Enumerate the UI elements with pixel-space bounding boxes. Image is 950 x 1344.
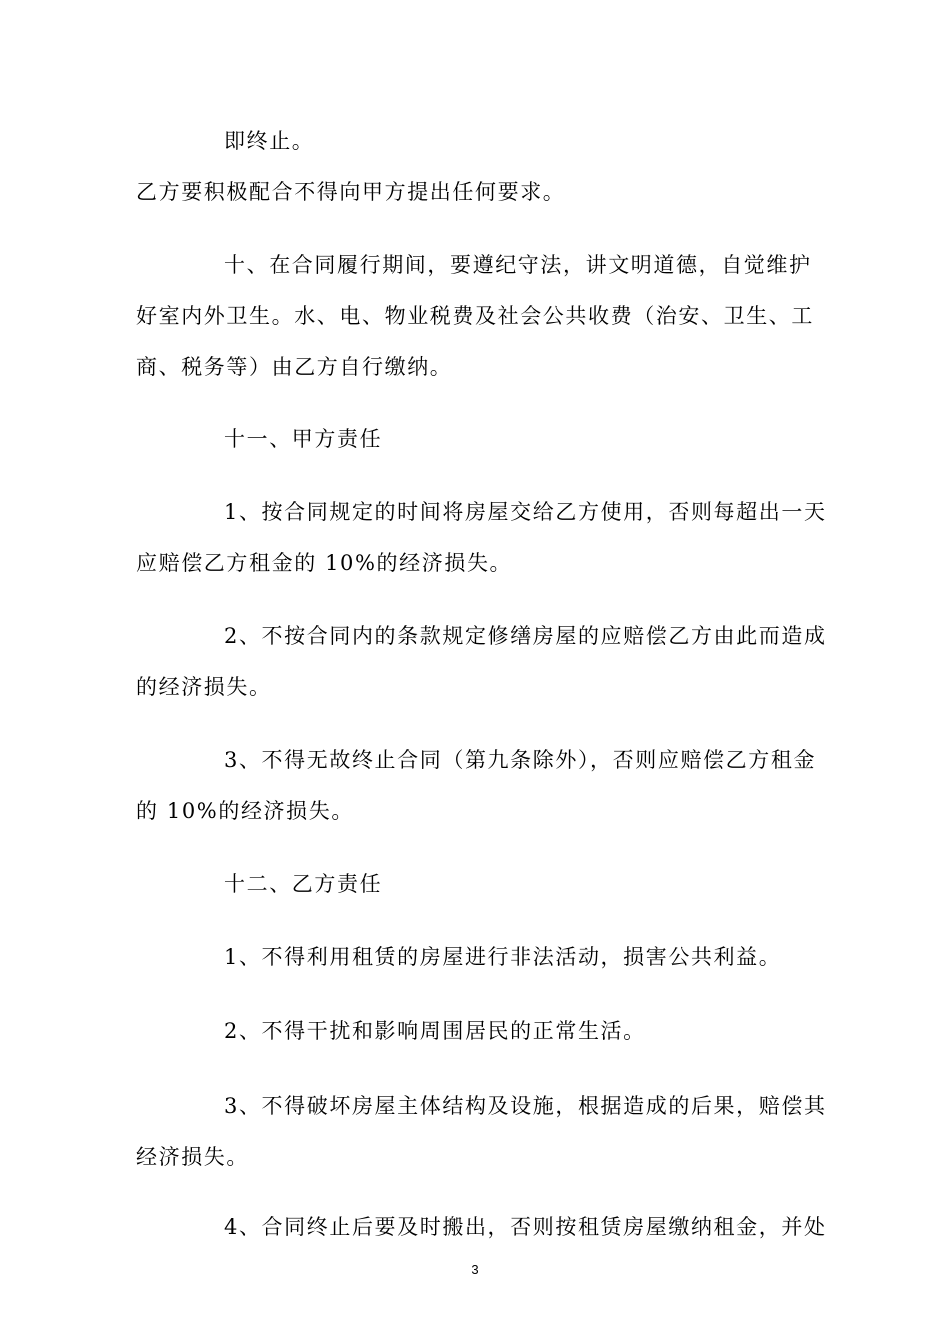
section-heading: 十一、甲方责任 (224, 427, 383, 451)
page-number: 3 (471, 1262, 479, 1277)
list-item-line: 2、不得干扰和影响周围居民的正常生活。 (224, 1019, 646, 1043)
list-item-line: 1、不得利用租赁的房屋进行非法活动，损害公共利益。 (224, 945, 782, 969)
text-line: 乙方要积极配合不得向甲方提出任何要求。 (136, 180, 566, 204)
text-line: 即终止。 (224, 129, 315, 153)
list-item-line: 1、按合同规定的时间将房屋交给乙方使用，否则每超出一天 (224, 500, 827, 524)
list-item-line: 3、不得破坏房屋主体结构及设施，根据造成的后果，赔偿其 (224, 1094, 827, 1118)
list-item-line: 经济损失。 (136, 1145, 249, 1169)
list-item-line: 应赔偿乙方租金的 10%的经济损失。 (136, 551, 513, 575)
list-item-line: 的 10%的经济损失。 (136, 799, 354, 823)
list-item-line: 3、不得无故终止合同（第九条除外），否则应赔偿乙方租金 (224, 748, 817, 772)
clause-10-line: 十、在合同履行期间，要遵纪守法，讲文明道德，自觉维护 (224, 253, 812, 277)
section-heading: 十二、乙方责任 (224, 872, 383, 896)
clause-10-line: 商、税务等）由乙方自行缴纳。 (136, 355, 453, 379)
list-item-line: 2、不按合同内的条款规定修缮房屋的应赔偿乙方由此而造成 (224, 624, 827, 648)
list-item-line: 4、合同终止后要及时搬出，否则按租赁房屋缴纳租金，并处 (224, 1215, 827, 1239)
list-item-line: 的经济损失。 (136, 675, 272, 699)
clause-10-line: 好室内外卫生。水、电、物业税费及社会公共收费（治安、卫生、工 (136, 304, 814, 328)
